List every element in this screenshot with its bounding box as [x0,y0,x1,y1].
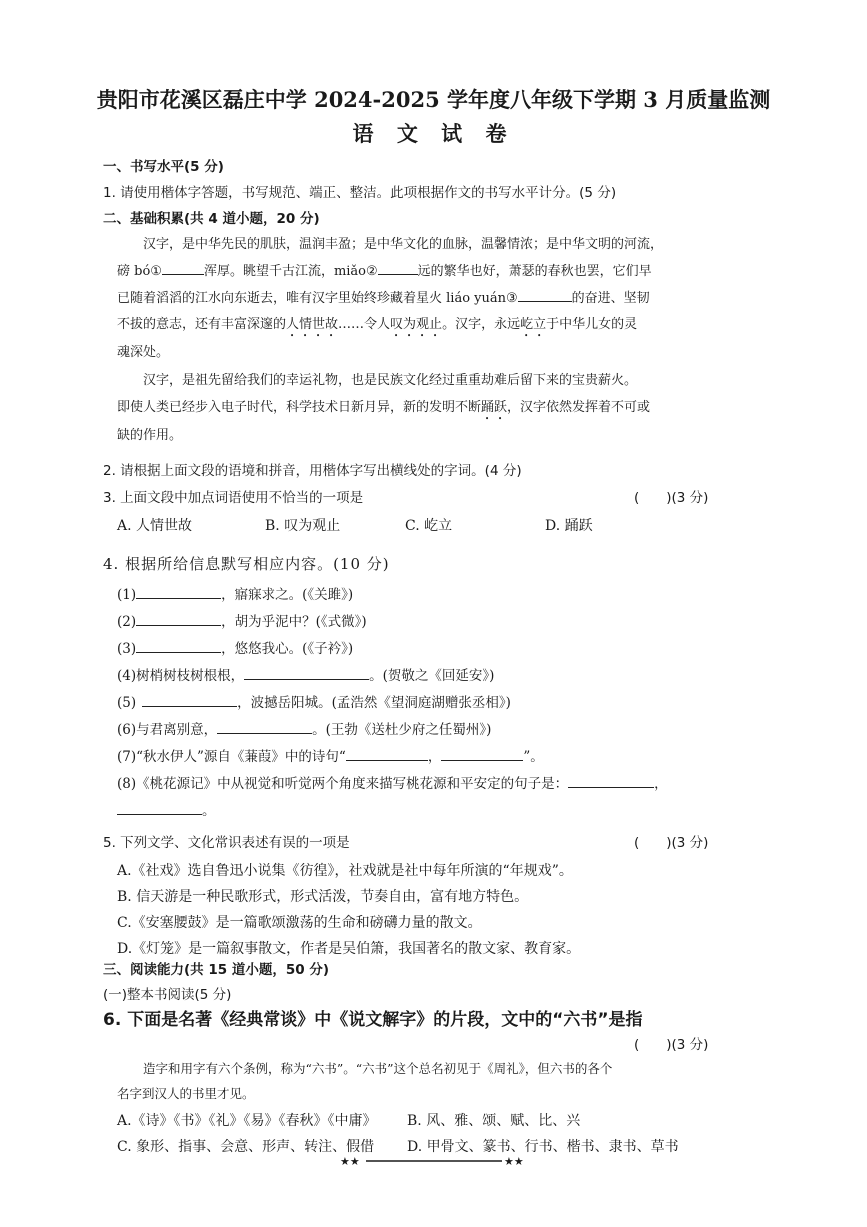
section-2-heading: 二、基础积累(共 4 道小题，20 分) [103,211,320,227]
question-4: 4. 根据所给信息默写相应内容。(10 分) [103,555,390,573]
q6-quote-line-2: 名字到汉人的书里才见。 [117,1086,255,1101]
q4-item-1: (1) ，寤寐求之。(《关雎》) [117,583,353,605]
q4-blank-4[interactable] [244,664,369,680]
blank-3[interactable] [518,286,572,302]
q6-quote-line-1: 造字和用字有六个条例，称为“六书”。“六书”这个总名初见于《周礼》，但六书的各个 [143,1061,613,1076]
q5-option-a[interactable]: A.《社戏》选自鲁迅小说集《彷徨》，社戏就是社中每年所演的“年规戏”。 [117,863,573,879]
q6-option-b[interactable]: B. 风、雅、颂、赋、比、兴 [407,1113,581,1129]
q3-option-d[interactable]: D. 踊跃 [545,518,593,534]
star-icon: ★★ [504,1155,524,1168]
q4-item-8: (8)《桃花源记》中从视觉和听觉两个角度来描写桃花源和平安定的句子是： ， [117,772,668,794]
question-5-score[interactable]: ( )(3 分) [634,835,709,851]
question-3-score[interactable]: ( )(3 分) [634,490,709,506]
q6-option-a[interactable]: A.《诗》《书》《礼》《易》《春秋》《中庸》 [117,1113,377,1129]
q4-blank-6[interactable] [217,718,312,734]
question-2: 2. 请根据上面文段的语境和拼音，用楷体字写出横线处的字词。(4 分) [103,463,522,479]
passage-paragraph-2: 汉字，是祖先留给我们的幸运礼物，也是民族文化经过重重劫难后留下来的宝贵薪火。 即使人类已经步入电子时代，科学技术日新月异，新的发明不断踊跃，汉字依然发挥着不可或 缺的作用。 [117,373,651,443]
star-icon: ★★ [340,1155,360,1168]
q3-option-b[interactable]: B. 叹为观止 [265,518,341,534]
question-1: 1. 请使用楷体字答题，书写规范、端正、整洁。此项根据作文的书写水平计分。(5 分) [103,185,617,201]
dotted-word-c: 屹立 [520,317,547,333]
q4-blank-8a[interactable] [568,772,654,788]
question-3: 3. 上面文段中加点词语使用不恰当的一项是 [103,490,364,506]
q3-option-c[interactable]: C. 屹立 [405,518,453,534]
q4-blank-7a[interactable] [346,745,428,761]
footer-ornament [340,1154,530,1168]
q6-option-c[interactable]: C. 象形、指事、会意、形声、转注、假借 [117,1139,375,1155]
q5-option-c[interactable]: C.《安塞腰鼓》是一篇歌颂激荡的生命和磅礴力量的散文。 [117,915,482,931]
q4-item-7: (7)“秋水伊人”源自《蒹葭》中的诗句“ ， ”。 [117,745,544,767]
dotted-word-a: 人情世故 [286,317,339,333]
question-6-score[interactable]: ( )(3 分) [634,1037,709,1053]
blank-1[interactable] [162,259,204,275]
q4-item-8-cont: 。 [117,799,216,821]
question-6: 6. 下面是名著《经典常谈》中《说文解字》的片段，文中的“六书”是指 [103,1010,643,1030]
section-3-heading: 三、阅读能力(共 15 道小题，50 分) [103,962,330,978]
q5-option-d[interactable]: D.《灯笼》是一篇叙事散文，作者是吴伯箫，我国著名的散文家、教育家。 [117,941,581,957]
question-5: 5. 下列文学、文化常识表述有误的一项是 [103,835,350,851]
q4-item-3: (3) ，悠悠我心。(《子衿》) [117,637,353,659]
dotted-word-d: 踊跃 [481,399,508,415]
q4-blank-8b[interactable] [117,799,202,815]
exam-subtitle: 语 文 试 卷 [352,121,515,146]
q4-blank-7b[interactable] [441,745,523,761]
q5-option-b[interactable]: B. 信天游是一种民歌形式，形式活泼，节奏自由，富有地方特色。 [117,889,529,905]
q3-option-a[interactable]: A. 人情世故 [117,518,193,534]
section-1-heading: 一、书写水平(5 分) [103,159,224,175]
exam-title: 贵阳市花溪区磊庄中学 2024-2025 学年度八年级下学期 3 月质量监测 [96,87,771,112]
q4-blank-1[interactable] [136,583,221,599]
q4-item-6: (6)与君离别意， 。(王勃《送杜少府之任蜀州》) [117,718,491,740]
q4-blank-2[interactable] [136,610,221,626]
q6-option-d[interactable]: D. 甲骨文、篆书、行书、楷书、隶书、草书 [407,1139,679,1155]
q4-blank-3[interactable] [136,637,221,653]
passage-paragraph-1: 汉字，是中华先民的肌肤，温润丰盈；是中华文化的血脉，温馨情浓；是中华文明的河流， 磅 bó① 浑厚。眺望千古江流，miǎo② 远的繁华也好，萧瑟的春秋也罢，它们早 已随着滔滔的江水向东逝去，唯有汉字里始终珍藏着星火 liáo yuán③ 的奋进、坚韧 不拔的意志，还有丰富深邃的人情世故……令人叹为观止。汉字，永远屹立于中华儿女的灵 魂深处。 [117,237,664,361]
dotted-word-b: 叹为观止 [390,317,443,333]
subsection-1-heading: (一)整本书阅读(5 分) [103,987,232,1003]
q4-item-5: (5) ，波撼岳阳城。(孟浩然《望洞庭湖赠张丞相》) [117,691,511,713]
blank-2[interactable] [378,259,418,275]
q4-blank-5[interactable] [142,691,237,707]
q4-item-2: (2) ，胡为乎泥中？(《式微》) [117,610,367,632]
q4-item-4: (4)树梢树枝树根根， 。(贺敬之《回延安》) [117,664,494,686]
